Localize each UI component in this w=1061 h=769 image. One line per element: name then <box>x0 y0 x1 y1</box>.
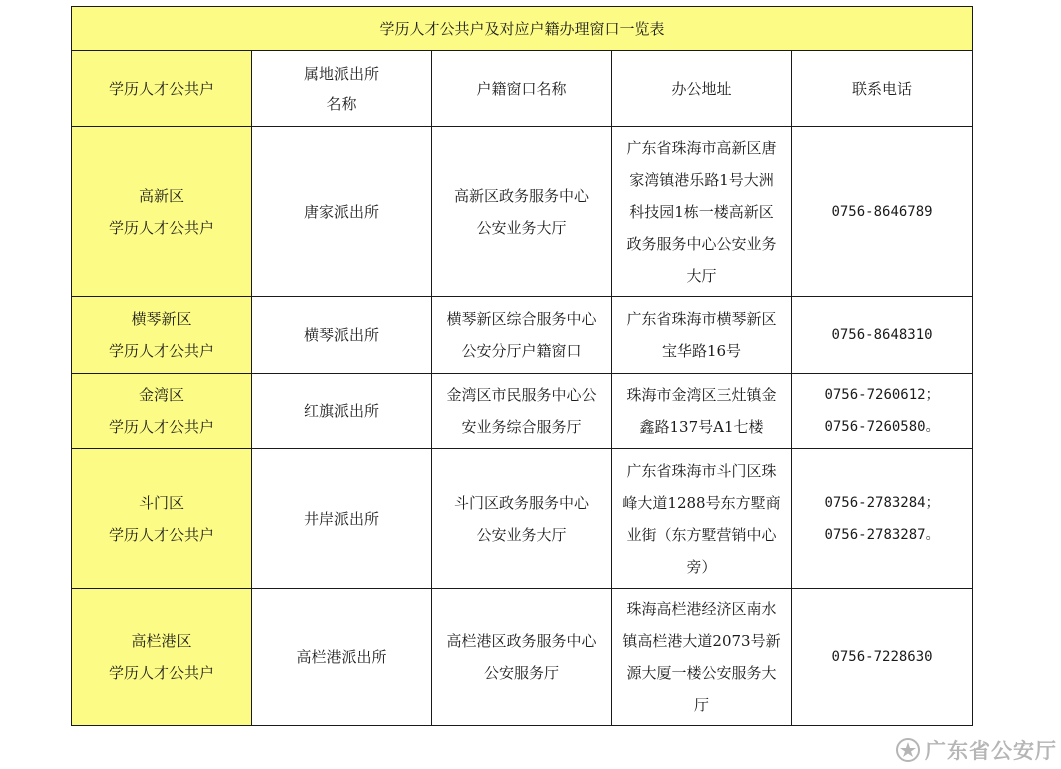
window-cell <box>432 297 612 374</box>
window-name: 斗门区政务服务中心公安业务大厅 <box>453 493 589 544</box>
district-name: 横琴新区 <box>131 310 192 328</box>
table-row <box>72 589 973 726</box>
district-cell <box>72 374 252 449</box>
station-cell <box>252 127 432 297</box>
header-police-station-line2: 名称 <box>326 94 357 113</box>
district-cell <box>72 297 252 374</box>
district-name: 斗门区 <box>138 493 184 512</box>
table-row <box>72 297 973 374</box>
phone-number: 0756-2783284； <box>824 494 940 511</box>
district-cell <box>72 449 252 589</box>
header-public-household: 学历人才公共户 <box>72 51 252 127</box>
station-cell <box>252 589 432 726</box>
station-name: 井岸派出所 <box>303 509 379 528</box>
household-type: 学历人才公共户 <box>108 342 214 360</box>
phone-cell <box>792 589 973 726</box>
window-name: 横琴新区综合服务中心公安分厅户籍窗口 <box>446 310 597 360</box>
phone-number: 0756-8648310 <box>831 327 933 343</box>
window-cell <box>432 589 612 726</box>
address-text: 珠海高栏港经济区南水镇高栏港大道2073号新源大厦一楼公安服务大厅 <box>622 600 781 714</box>
household-type: 学历人才公共户 <box>108 218 214 237</box>
watermark <box>895 735 1057 765</box>
station-name: 红旗派出所 <box>303 402 379 420</box>
address-cell <box>612 374 792 449</box>
station-name: 横琴派出所 <box>303 326 379 344</box>
address-text: 广东省珠海市横琴新区宝华路16号 <box>626 310 777 360</box>
header-address: 办公地址 <box>612 51 792 127</box>
header-police-station <box>252 51 432 127</box>
window-cell <box>432 449 612 589</box>
header-phone: 联系电话 <box>792 51 973 127</box>
phone-number-2: 0756-2783287。 <box>824 526 940 543</box>
station-name: 高栏港派出所 <box>296 648 387 666</box>
phone-cell <box>792 297 973 374</box>
phone-number: 0756-7260612； <box>824 387 940 403</box>
district-cell <box>72 127 252 297</box>
phone-cell <box>792 127 973 297</box>
phone-number: 0756-8646789 <box>831 203 933 220</box>
household-type: 学历人才公共户 <box>108 418 214 436</box>
household-type: 学历人才公共户 <box>108 525 214 544</box>
table-title: 学历人才公共户及对应户籍办理窗口一览表 <box>72 7 973 51</box>
phone-cell <box>792 449 973 589</box>
phone-number: 0756-7228630 <box>831 649 933 665</box>
district-name: 高新区 <box>138 186 184 205</box>
station-name: 唐家派出所 <box>303 202 379 221</box>
address-text: 广东省珠海市高新区唐家湾镇港乐路1号大洲科技园1栋一楼高新区政务服务中心公安业务大厅 <box>626 138 777 285</box>
police-emblem-icon <box>895 737 921 763</box>
window-name: 金湾区市民服务中心公安业务综合服务厅 <box>446 386 597 436</box>
address-cell <box>612 589 792 726</box>
window-name: 高新区政务服务中心公安业务大厅 <box>453 186 589 237</box>
watermark-text: 广东省公安厅 <box>925 739 1057 763</box>
phone-cell <box>792 374 973 449</box>
phone-number-2: 0756-7260580。 <box>824 419 940 435</box>
window-list-table <box>71 6 973 726</box>
window-cell <box>432 374 612 449</box>
station-cell <box>252 374 432 449</box>
header-police-station-line1: 属地派出所 <box>303 64 379 83</box>
address-text: 广东省珠海市斗门区珠峰大道1288号东方墅商业街（东方墅营销中心旁） <box>622 461 781 576</box>
address-cell <box>612 297 792 374</box>
station-cell <box>252 297 432 374</box>
address-cell <box>612 449 792 589</box>
header-window-name: 户籍窗口名称 <box>432 51 612 127</box>
address-text: 珠海市金湾区三灶镇金鑫路137号A1七楼 <box>626 386 777 436</box>
district-cell <box>72 589 252 726</box>
address-cell <box>612 127 792 297</box>
table-row <box>72 127 973 297</box>
district-name: 金湾区 <box>138 386 184 404</box>
station-cell <box>252 449 432 589</box>
table-row <box>72 374 973 449</box>
district-name: 高栏港区 <box>131 632 192 650</box>
window-cell <box>432 127 612 297</box>
household-type: 学历人才公共户 <box>108 664 214 682</box>
window-name: 高栏港区政务服务中心公安服务厅 <box>446 632 597 682</box>
table-row <box>72 449 973 589</box>
